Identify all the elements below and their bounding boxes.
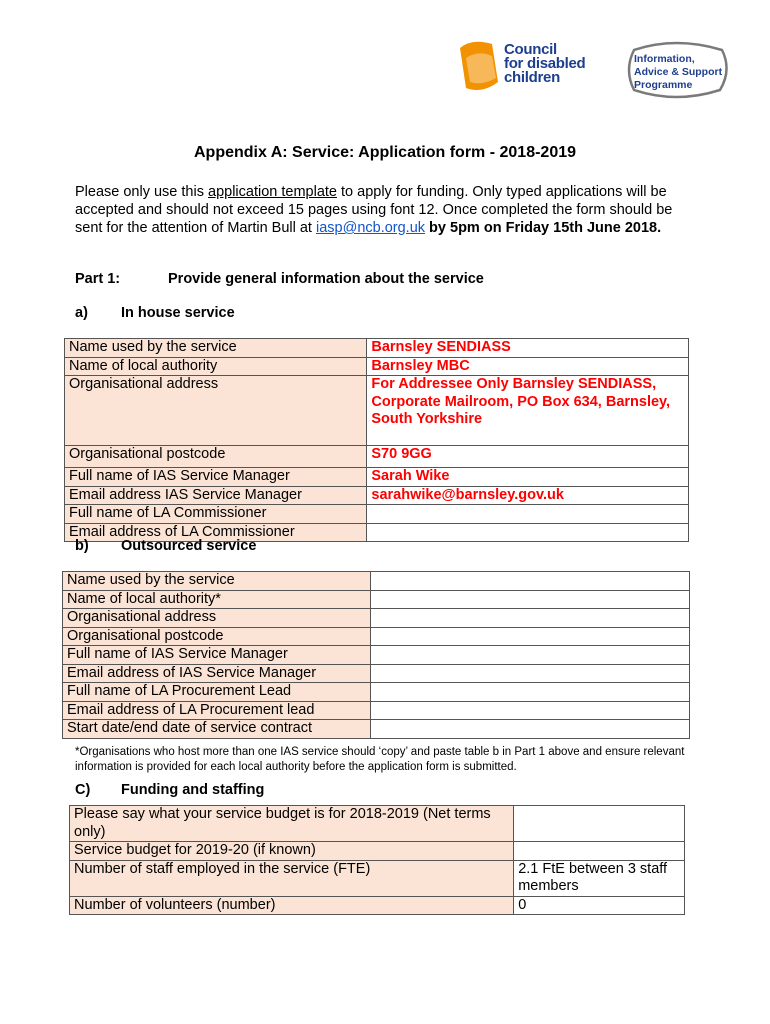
table-row <box>63 590 690 609</box>
row-label: Full name of IAS Service Manager <box>63 646 371 665</box>
row-label: Start date/end date of service contract <box>63 720 371 739</box>
row-value[interactable] <box>370 664 689 683</box>
row-value[interactable] <box>370 646 689 665</box>
section-b-title: Outsourced service <box>121 538 257 554</box>
row-label: Full name of LA Commissioner <box>65 505 367 524</box>
row-value[interactable]: 0 <box>514 896 685 915</box>
intro-paragraph <box>75 183 695 237</box>
row-value[interactable] <box>370 572 689 591</box>
row-value[interactable]: sarahwike@barnsley.gov.uk <box>367 486 689 505</box>
email-link[interactable]: iasp@ncb.org.uk <box>316 220 426 236</box>
table-row <box>63 646 690 665</box>
row-label: Number of volunteers (number) <box>70 896 514 915</box>
row-label: Full name of IAS Service Manager <box>65 468 367 487</box>
table-row <box>65 486 689 505</box>
ias-line-3: Programme <box>634 79 693 91</box>
table-row <box>63 701 690 720</box>
ias-logo <box>624 38 730 100</box>
row-value[interactable] <box>367 523 689 542</box>
row-label: Full name of LA Procurement Lead <box>63 683 371 702</box>
section-c-title: Funding and staffing <box>121 782 265 798</box>
ias-line-1: Information, <box>634 53 695 65</box>
row-label: Organisational postcode <box>63 627 371 646</box>
row-value[interactable]: Barnsley SENDIASS <box>367 339 689 358</box>
table-row <box>70 842 685 861</box>
cdc-line-3: children <box>504 69 560 86</box>
section-c-letter: C) <box>75 782 91 798</box>
row-label: Name of local authority* <box>63 590 371 609</box>
table-row <box>65 505 689 524</box>
table-row <box>63 609 690 628</box>
intro-text-2: to apply for funding. Only typed applications will be accepted and should not exceed 15 pages using font 12. Once completed the form should be sent for the attention of Martin Bull at <box>75 184 673 236</box>
row-label: Email address IAS Service Manager <box>65 486 367 505</box>
section-a-title: In house service <box>121 305 235 321</box>
row-label: Name used by the service <box>65 339 367 358</box>
row-value[interactable] <box>370 701 689 720</box>
row-value[interactable] <box>370 683 689 702</box>
section-b-letter: b) <box>75 538 89 554</box>
page-title: Appendix A: Service: Application form - 2018-2019 <box>193 144 577 161</box>
table-row <box>63 664 690 683</box>
row-value[interactable] <box>514 842 685 861</box>
row-label: Organisational address <box>65 376 367 446</box>
table-row <box>65 468 689 487</box>
cdc-logo <box>452 38 612 100</box>
row-value[interactable]: S70 9GG <box>367 446 689 468</box>
table-row <box>63 572 690 591</box>
row-label: Email address of LA Procurement lead <box>63 701 371 720</box>
cdc-line-1: Council <box>504 41 557 58</box>
row-label: Organisational address <box>63 609 371 628</box>
row-value[interactable]: Barnsley MBC <box>367 357 689 376</box>
table-row <box>65 339 689 358</box>
table-row <box>63 683 690 702</box>
table-row <box>70 806 685 842</box>
footnote: *Organisations who host more than one IAS service should ‘copy’ and paste table b in Part 1 above and ensure relevant information is provided for each local authority before the application form is submitted. <box>75 746 685 773</box>
intro-deadline: by 5pm on Friday 15th June 2018. <box>425 220 662 236</box>
table-row <box>70 860 685 896</box>
ias-logo-text <box>634 53 722 92</box>
table-row <box>70 896 685 915</box>
row-label: Organisational postcode <box>65 446 367 468</box>
section-a-letter: a) <box>75 305 88 321</box>
row-value[interactable]: For Addressee Only Barnsley SENDIASS, Corporate Mailroom, PO Box 634, Barnsley, South Yorkshire <box>367 376 689 446</box>
funding-staffing-table <box>69 805 685 915</box>
row-value[interactable] <box>514 806 685 842</box>
row-value[interactable]: 2.1 FtE between 3 staff members <box>514 860 685 896</box>
cdc-line-2: for disabled <box>504 55 586 72</box>
row-label: Service budget for 2019-20 (if known) <box>70 842 514 861</box>
row-label: Email address of IAS Service Manager <box>63 664 371 683</box>
part1-title: Provide general information about the service <box>168 271 484 287</box>
row-label: Name used by the service <box>63 572 371 591</box>
row-label: Name of local authority <box>65 357 367 376</box>
ias-line-2: Advice & Support <box>634 66 723 78</box>
row-value[interactable] <box>370 627 689 646</box>
row-value[interactable] <box>370 720 689 739</box>
part1-label: Part 1: <box>75 271 121 287</box>
cdc-logo-text <box>504 43 585 85</box>
row-value[interactable]: Sarah Wike <box>367 468 689 487</box>
table-row <box>63 720 690 739</box>
table-row <box>65 357 689 376</box>
table-row <box>65 376 689 446</box>
table-row <box>63 627 690 646</box>
application-template-link[interactable]: application template <box>208 184 337 200</box>
cdc-logo-shape-icon <box>452 38 502 98</box>
table-row <box>65 446 689 468</box>
row-label: Email address of LA Commissioner <box>65 523 367 542</box>
row-label: Number of staff employed in the service (FTE) <box>70 860 514 896</box>
row-value[interactable] <box>370 609 689 628</box>
intro-text-1: Please only use this <box>75 184 208 200</box>
outsourced-service-table <box>62 571 690 739</box>
row-value[interactable] <box>367 505 689 524</box>
row-label: Please say what your service budget is for 2018-2019 (Net terms only) <box>70 806 514 842</box>
row-value[interactable] <box>370 590 689 609</box>
in-house-service-table <box>64 338 689 542</box>
